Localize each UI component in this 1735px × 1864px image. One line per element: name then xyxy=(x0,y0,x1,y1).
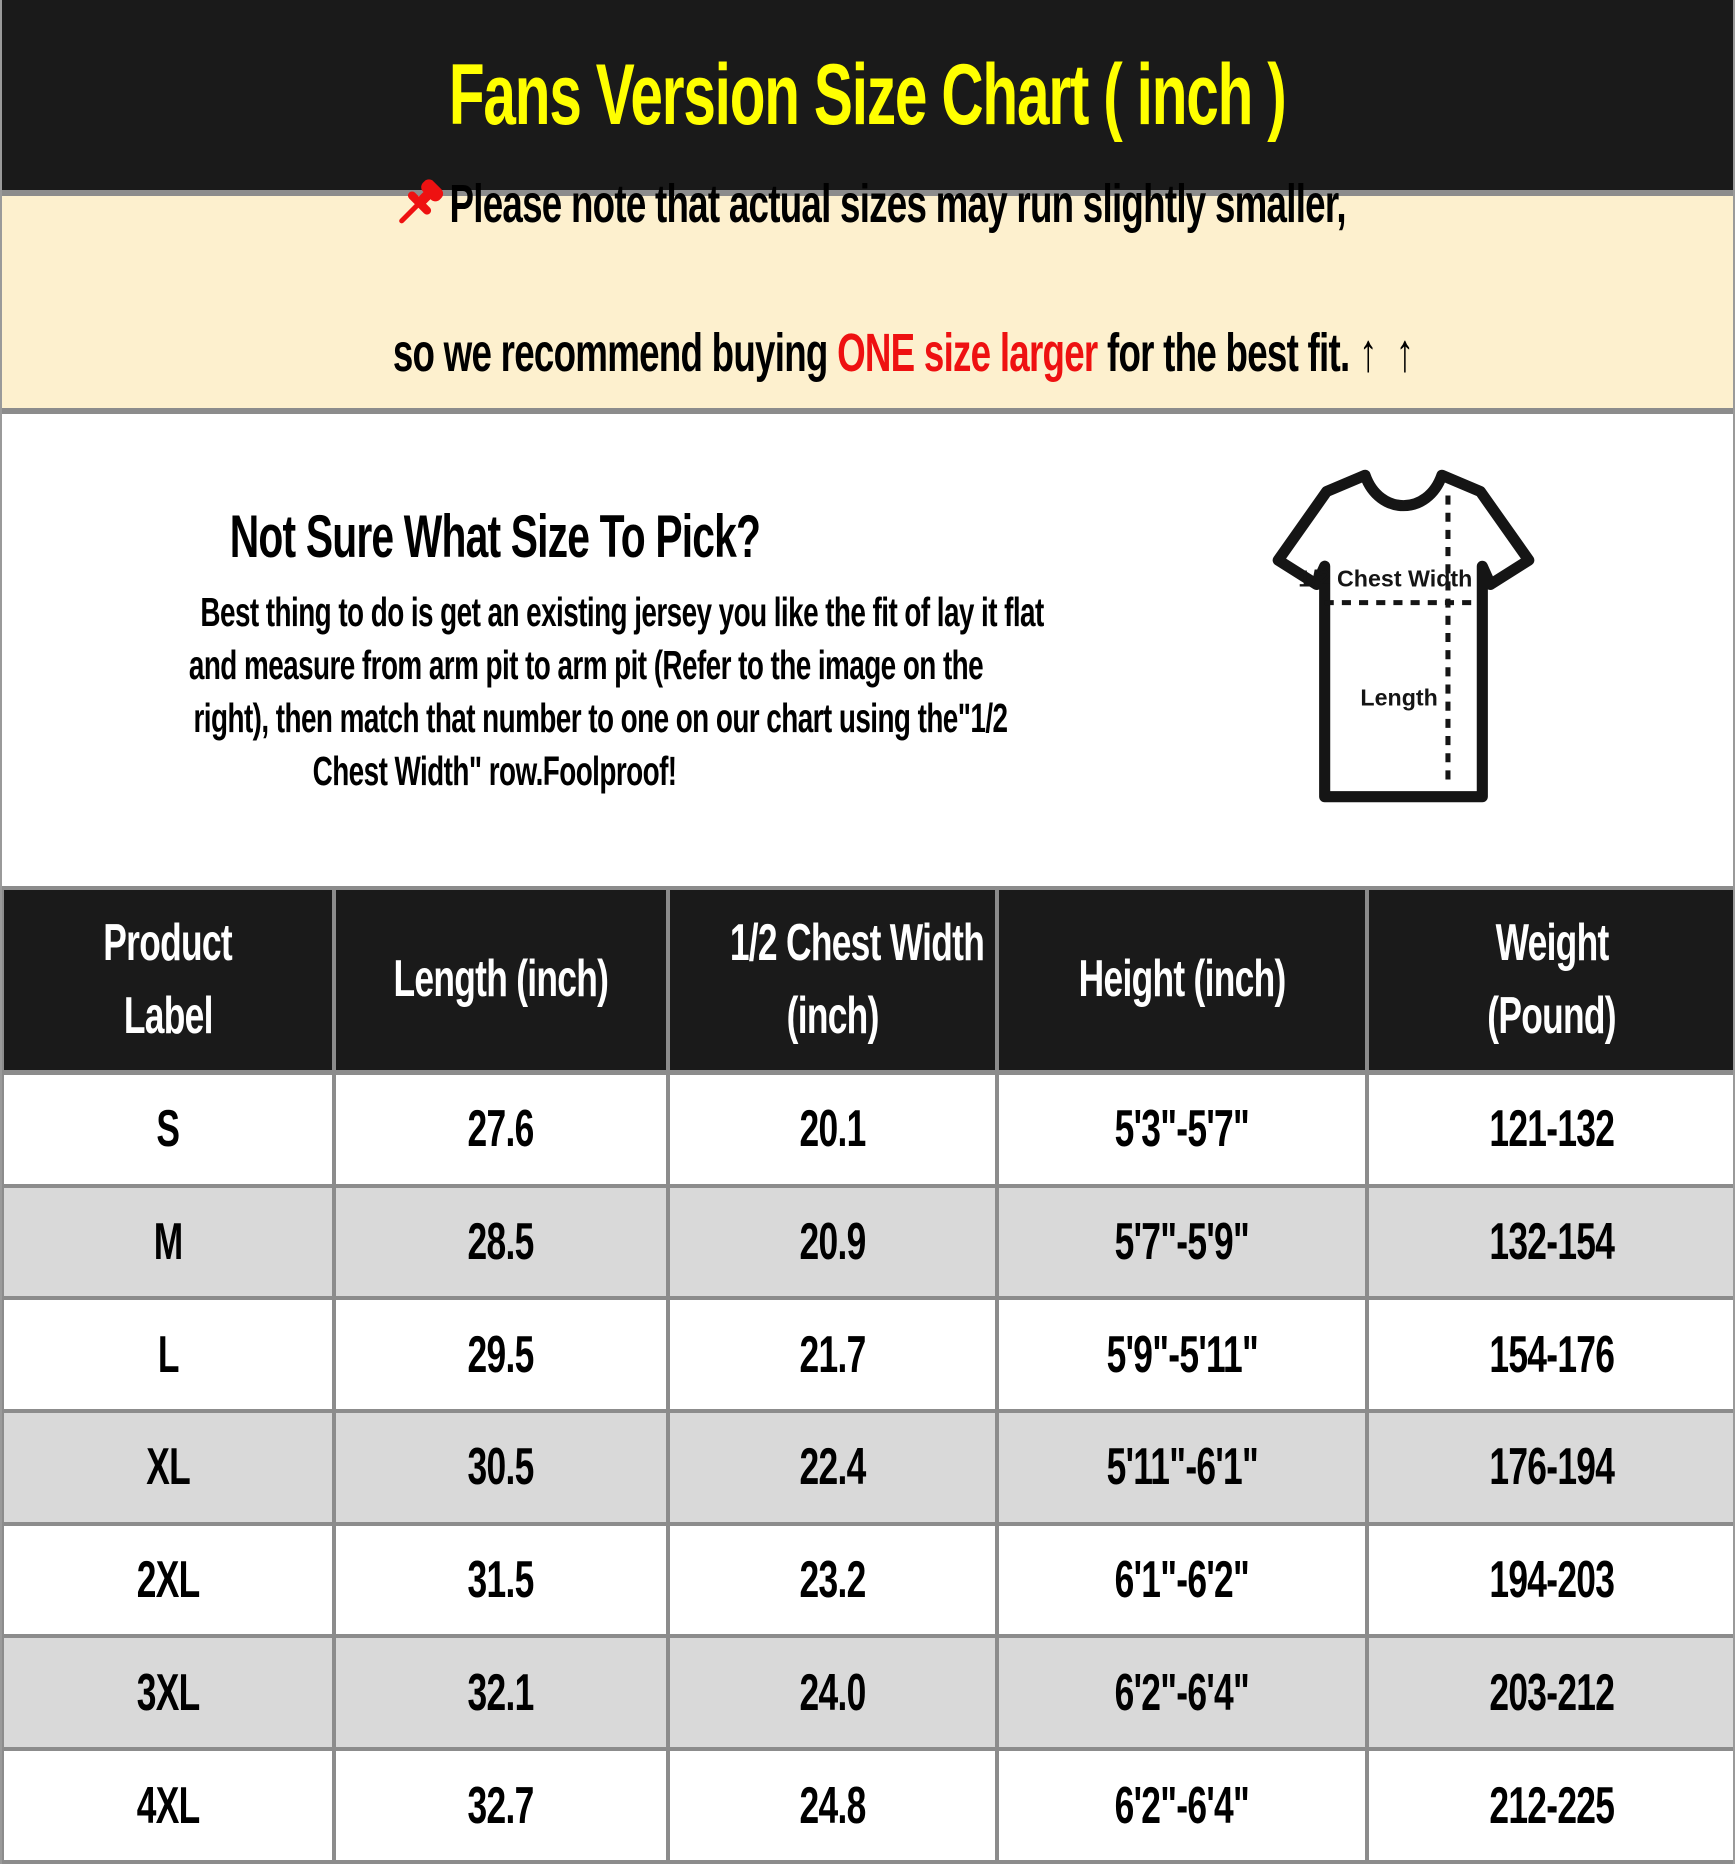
tshirt-icon xyxy=(1260,460,1548,816)
size-row-3xl xyxy=(2,1636,1735,1749)
sizing-guide-section xyxy=(2,414,1733,886)
size-row-xl xyxy=(2,1411,1735,1524)
guide-line: right), then match that number to one on our chart using the"1/2 xyxy=(193,695,1008,741)
cell-length: 32.1 xyxy=(334,1636,668,1749)
col-header-length: Length (inch) xyxy=(334,888,668,1072)
chest-width-label: 1/2 Chest Width xyxy=(1298,565,1473,592)
cell-chest: 20.1 xyxy=(668,1072,997,1186)
guide-line: Chest Width" row.Foolproof! xyxy=(312,748,677,794)
cell-length: 31.5 xyxy=(334,1524,668,1637)
col-header-height: Height (inch) xyxy=(997,888,1367,1072)
cell-chest: 21.7 xyxy=(668,1298,997,1411)
cell-height: 5'3"-5'7" xyxy=(997,1072,1367,1186)
up-arrows-icon: ↑ ↑ xyxy=(1358,322,1419,383)
cell-height: 6'2"-6'4" xyxy=(997,1636,1367,1749)
size-table xyxy=(0,886,1735,1864)
sizing-guide-text xyxy=(2,502,1044,798)
size-row-4xl xyxy=(2,1749,1735,1862)
notice-banner xyxy=(2,173,1733,408)
size-row-m xyxy=(2,1186,1735,1299)
col-header-weight: Weight (Pound) xyxy=(1367,888,1735,1072)
tshirt-measurement-diagram xyxy=(1260,460,1548,816)
cell-length: 27.6 xyxy=(334,1072,668,1186)
size-row-2xl xyxy=(2,1524,1735,1637)
notice-highlight: ONE size larger xyxy=(836,322,1098,383)
size-row-l xyxy=(2,1298,1735,1411)
col-header-product-label: Product Label xyxy=(2,888,334,1072)
size-row-s xyxy=(2,1072,1735,1186)
title-bar xyxy=(2,0,1733,190)
page-title: Fans Version Size Chart ( inch ) xyxy=(449,46,1286,143)
cell-weight: 203-212 xyxy=(1367,1636,1735,1749)
cell-size: L xyxy=(2,1298,334,1411)
notice-text-2a: so we recommend buying xyxy=(392,322,837,383)
cell-chest: 23.2 xyxy=(668,1524,997,1637)
cell-height: 5'7"-5'9" xyxy=(997,1186,1367,1299)
pushpin-icon xyxy=(389,171,449,237)
cell-height: 5'9"-5'11" xyxy=(997,1298,1367,1411)
notice-line-1 xyxy=(163,171,1571,246)
guide-heading: Not Sure What Size To Pick? xyxy=(229,503,760,570)
cell-height: 5'11"-6'1" xyxy=(997,1411,1367,1524)
cell-size: 3XL xyxy=(2,1636,334,1749)
cell-length: 30.5 xyxy=(334,1411,668,1524)
cell-height: 6'2"-6'4" xyxy=(997,1749,1367,1862)
cell-size: 4XL xyxy=(2,1749,334,1862)
cell-length: 29.5 xyxy=(334,1298,668,1411)
cell-weight: 121-132 xyxy=(1367,1072,1735,1186)
cell-weight: 194-203 xyxy=(1367,1524,1735,1637)
cell-weight: 154-176 xyxy=(1367,1298,1735,1411)
cell-chest: 24.0 xyxy=(668,1636,997,1749)
cell-length: 32.7 xyxy=(334,1749,668,1862)
cell-chest: 22.4 xyxy=(668,1411,997,1524)
guide-line: Best thing to do is get an existing jersey you like the fit of lay it flat xyxy=(200,589,1044,635)
guide-line: and measure from arm pit to arm pit (Refer to the image on the xyxy=(188,642,984,688)
cell-chest: 20.9 xyxy=(668,1186,997,1299)
col-header-chest-width: 1/2 Chest Width (inch) xyxy=(668,888,997,1072)
cell-size: S xyxy=(2,1072,334,1186)
cell-weight: 132-154 xyxy=(1367,1186,1735,1299)
cell-height: 6'1"-6'2" xyxy=(997,1524,1367,1637)
cell-chest: 24.8 xyxy=(668,1749,997,1862)
notice-text-1: Please note that actual sizes may run slightly smaller, xyxy=(449,173,1347,234)
length-label: Length xyxy=(1360,684,1438,711)
cell-weight: 212-225 xyxy=(1367,1749,1735,1862)
cell-size: XL xyxy=(2,1411,334,1524)
notice-text-2b: for the best fit. xyxy=(1097,322,1359,383)
size-table-header xyxy=(2,888,1735,1072)
cell-weight: 176-194 xyxy=(1367,1411,1735,1524)
notice-line-2 xyxy=(58,272,1677,434)
cell-length: 28.5 xyxy=(334,1186,668,1299)
cell-size: 2XL xyxy=(2,1524,334,1637)
cell-size: M xyxy=(2,1186,334,1299)
